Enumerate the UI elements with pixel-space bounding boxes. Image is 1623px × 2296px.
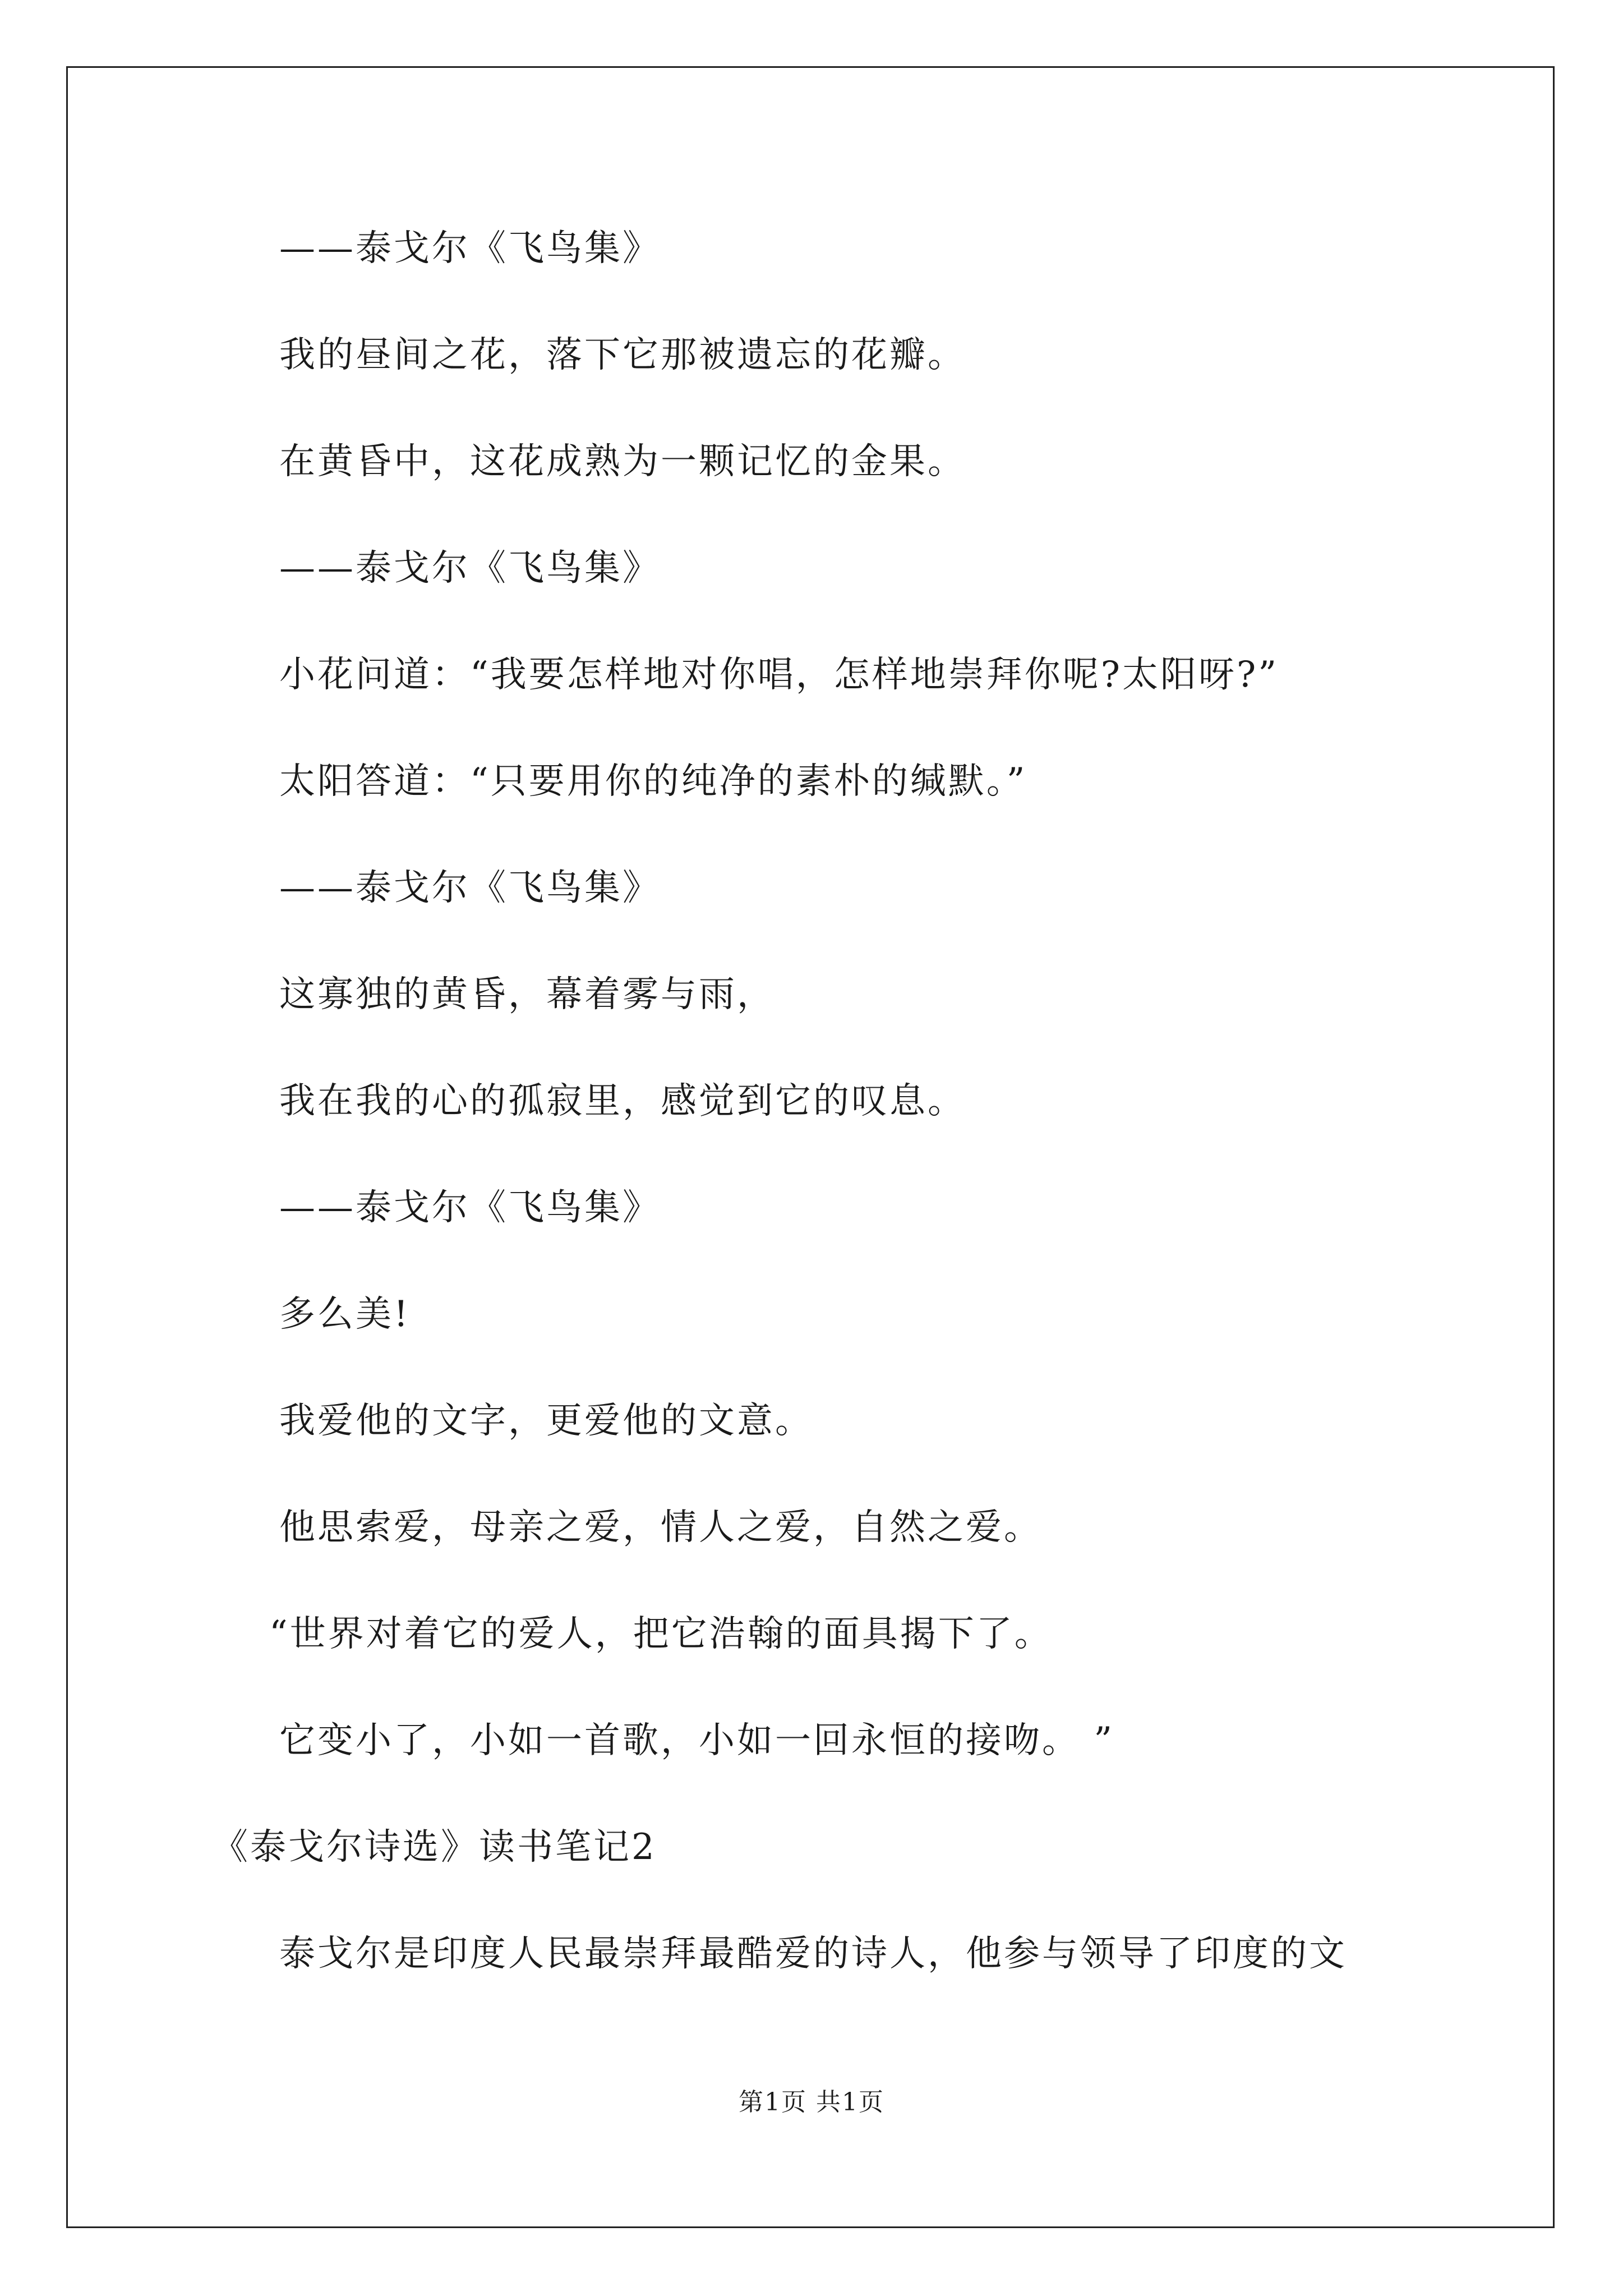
- quote-line-1: “世界对着它的爱人，把它浩翰的面具揭下了。: [269, 1613, 1053, 1655]
- poem-line-1: 我的昼间之花，落下它那被遗忘的花瓣。: [279, 334, 966, 376]
- comment-line-2: 我爱他的文字，更爱他的文意。: [279, 1400, 813, 1442]
- quote-line-2: 它变小了，小如一首歌，小如一回永恒的接吻。 ”: [279, 1720, 1115, 1761]
- paragraph-line-1: 泰戈尔是印度人民最崇拜最酷爱的诗人，他参与领导了印度的文: [279, 1933, 1347, 1975]
- poem-line-4: 太阳答道：“只要用你的纯净的素朴的缄默。”: [279, 761, 1027, 802]
- attribution-line-1: ——泰戈尔《飞鸟集》: [279, 228, 661, 269]
- poem-line-3: 小花问道：“我要怎样地对你唱，怎样地崇拜你呢?太阳呀?”: [279, 654, 1279, 696]
- section-heading: 《泰戈尔诗选》读书笔记2: [212, 1826, 657, 1868]
- poem-line-2: 在黄昏中，这花成熟为一颗记忆的金果。: [279, 441, 966, 482]
- attribution-line-4: ——泰戈尔《飞鸟集》: [279, 1187, 661, 1228]
- poem-line-5: 这寡独的黄昏，幕着雾与雨，: [279, 974, 775, 1015]
- attribution-line-3: ——泰戈尔《飞鸟集》: [279, 867, 661, 909]
- page-footer: 第1页 共1页: [739, 2088, 884, 2116]
- comment-line-1: 多么美!: [279, 1294, 411, 1335]
- comment-line-3: 他思索爱，母亲之爱，情人之爱，自然之爱。: [279, 1507, 1042, 1548]
- attribution-line-2: ——泰戈尔《飞鸟集》: [279, 547, 661, 589]
- poem-line-6: 我在我的心的孤寂里，感觉到它的叹息。: [279, 1080, 966, 1122]
